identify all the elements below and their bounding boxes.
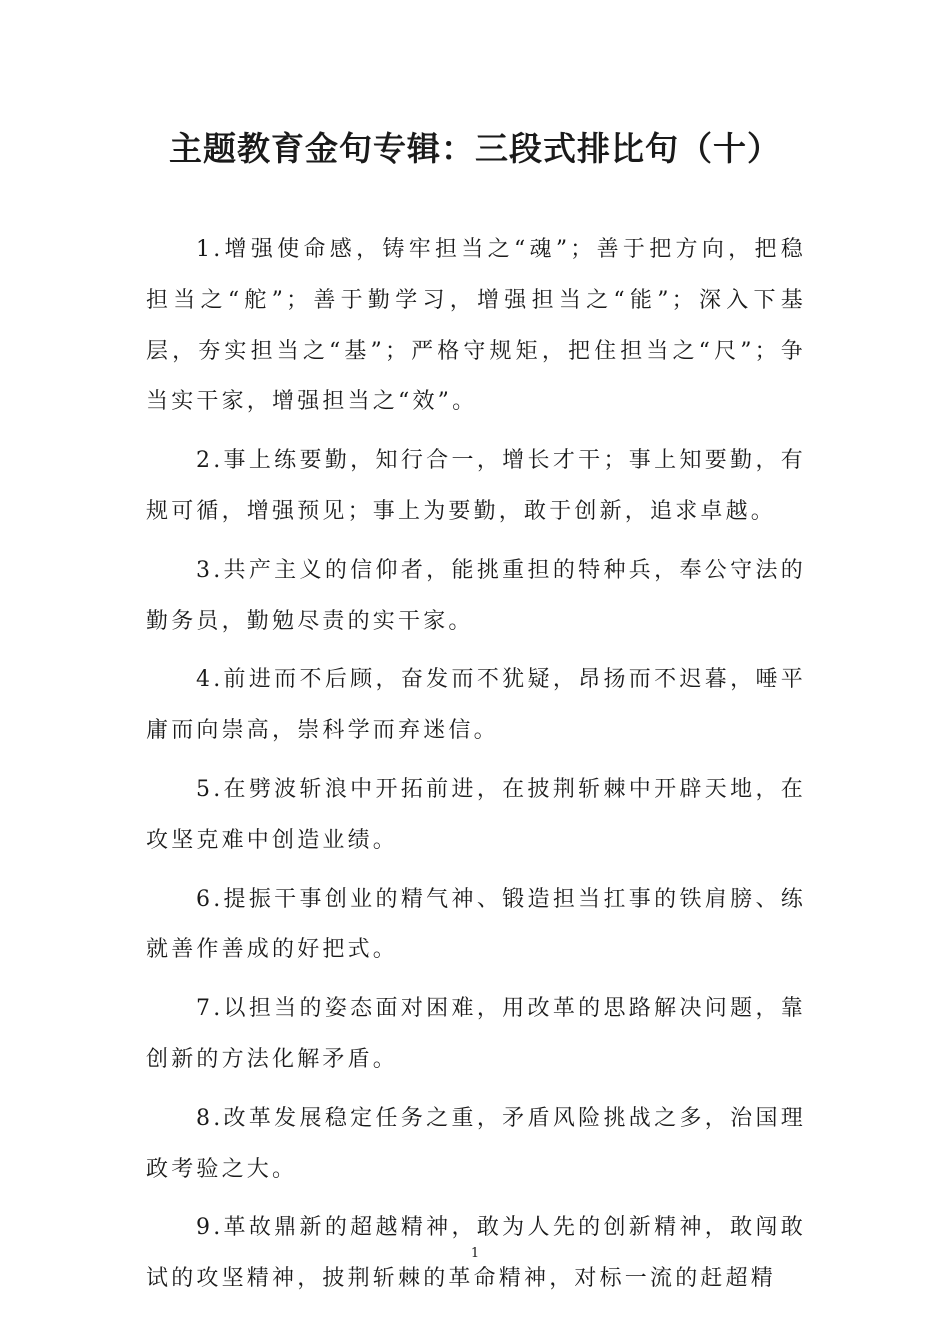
paragraph-4: 4.前进而不后顾，奋发而不犹疑，昂扬而不迟暮，唾平庸而向崇高，崇科学而弃迷信。	[146, 667, 806, 744]
paragraph-8: 8.改革发展稳定任务之重，矛盾风险挑战之多，治国理政考验之大。	[146, 1105, 806, 1182]
paragraph-1: 1.增强使命感，铸牢担当之“魂”；善于把方向，把稳担当之“舵”；善于勤学习，增强担当之“能”；深入下基层，夯实担当之“基”；严格守规矩，把住担当之“尺”；争当实干家，增强担当之“效”。	[146, 237, 806, 415]
document-title: 主题教育金句专辑：三段式排比句（十）	[169, 129, 781, 168]
paragraph-5: 5.在劈波斩浪中开拓前进，在披荆斩棘中开辟天地，在攻坚克难中创造业绩。	[146, 776, 806, 853]
paragraph-7: 7.以担当的姿态面对困难，用改革的思路解决问题，靠创新的方法化解矛盾。	[146, 996, 806, 1072]
paragraph-2: 2.事上练要勤，知行合一，增长才干；事上知要勤，有规可循，增强预见；事上为要勤，敢于创新，追求卓越。	[146, 448, 806, 524]
paragraph-3: 3.共产主义的信仰者，能挑重担的特种兵，奉公守法的勤务员，勤勉尽责的实干家。	[146, 557, 806, 634]
document-body	[146, 225, 806, 1313]
page-number: 1	[470, 1246, 480, 1261]
paragraph-9: 9.革故鼎新的超越精神，敢为人先的创新精神，敢闯敢试的攻坚精神，披荆斩棘的革命精神，对标一流的赶超精	[146, 1215, 806, 1292]
paragraph-6: 6.提振干事创业的精气神、锻造担当扛事的铁肩膀、练就善作善成的好把式。	[146, 886, 806, 963]
